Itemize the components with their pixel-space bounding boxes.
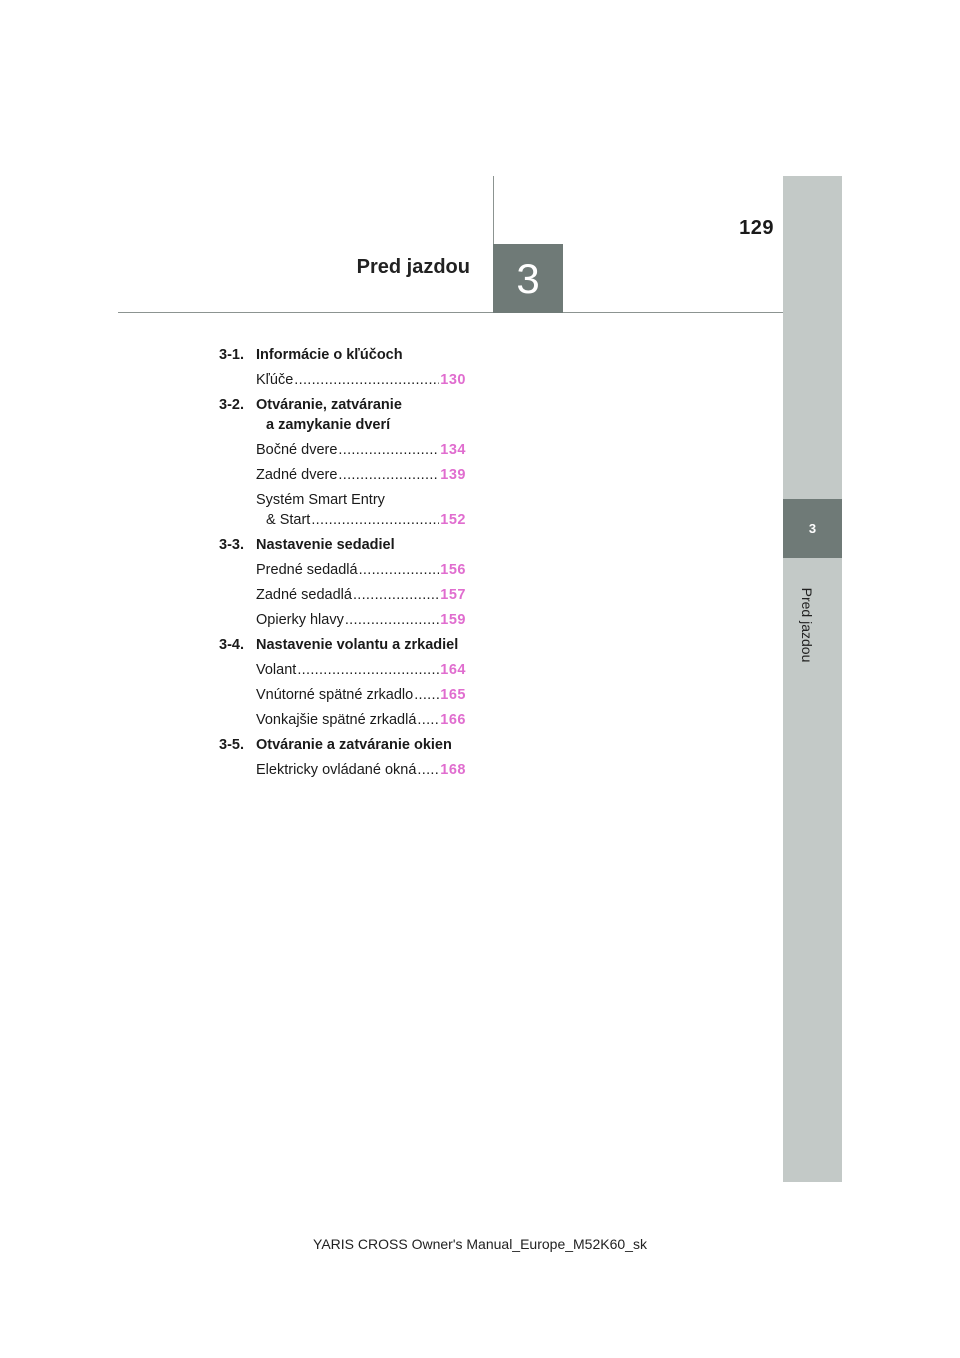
- toc-entry-label: Volant: [256, 662, 297, 678]
- side-tab-number: 3: [808, 521, 817, 536]
- section-number: 3-1.: [219, 347, 244, 363]
- toc-entry[interactable]: [256, 762, 466, 779]
- section-number: 3-3.: [219, 537, 244, 553]
- toc-entry-label: Vonkajšie spätné zrkadlá: [256, 712, 417, 728]
- toc-entry[interactable]: [256, 562, 466, 579]
- toc-entry-label: Bočné dvere: [256, 442, 338, 458]
- toc-entry-page[interactable]: 156: [440, 562, 466, 578]
- toc-entry-page[interactable]: 152: [440, 512, 466, 528]
- toc-entry-page[interactable]: 134: [440, 442, 466, 458]
- leader-dots: [338, 442, 439, 459]
- footer-manual-id: YARIS CROSS Owner's Manual_Europe_M52K60_sk: [313, 1236, 647, 1252]
- chapter-title: Pred jazdou: [356, 256, 470, 278]
- section-number: 3-2.: [219, 397, 244, 413]
- toc-entry[interactable]: [256, 687, 466, 704]
- toc-entry-page[interactable]: 165: [440, 687, 466, 703]
- toc-entry-label: Elektricky ovládané okná: [256, 762, 417, 778]
- page-number: 129: [739, 217, 774, 239]
- toc-entry-label: Opierky hlavy: [256, 612, 344, 628]
- toc-entry-page[interactable]: 130: [440, 372, 466, 388]
- toc-entry-label: Predné sedadlá: [256, 562, 358, 578]
- toc-entry[interactable]: [256, 467, 466, 484]
- chapter-number: 3: [516, 254, 540, 302]
- toc-entry-label: Vnútorné spätné zrkadlo: [256, 687, 414, 703]
- toc-entry-page[interactable]: 159: [440, 612, 466, 628]
- section-title[interactable]: Nastavenie sedadiel: [256, 537, 395, 553]
- side-tab-strip: [783, 176, 842, 1182]
- toc-entry-label-line1: Systém Smart Entry: [256, 492, 385, 508]
- leader-dots: [338, 467, 439, 484]
- toc-entry-page[interactable]: 164: [440, 662, 466, 678]
- leader-dots: [417, 762, 439, 779]
- leader-dots: [294, 372, 439, 389]
- toc-entry[interactable]: [256, 442, 466, 459]
- section-title[interactable]: Informácie o kľúčoch: [256, 347, 403, 363]
- toc-entry-page[interactable]: 157: [440, 587, 466, 603]
- leader-dots: [359, 562, 440, 579]
- toc-entry-page[interactable]: 166: [440, 712, 466, 728]
- leader-dots: [311, 512, 439, 529]
- side-tab-label: Pred jazdou: [799, 587, 815, 663]
- toc-entry[interactable]: [256, 712, 466, 729]
- toc-entry[interactable]: [256, 372, 466, 389]
- section-title[interactable]: Otváranie, zatváranie: [256, 397, 402, 413]
- toc-entry-label: & Start: [266, 512, 311, 528]
- leader-dots: [345, 612, 439, 629]
- toc-entry-page[interactable]: 168: [440, 762, 466, 778]
- toc-entry-page[interactable]: 139: [440, 467, 466, 483]
- leader-dots: [353, 587, 439, 604]
- section-title[interactable]: Nastavenie volantu a zrkadiel: [256, 637, 459, 653]
- leader-dots: [414, 687, 439, 704]
- section-title[interactable]: Otváranie a zatváranie okien: [256, 737, 452, 753]
- header-horizontal-rule: [118, 312, 783, 313]
- section-number: 3-5.: [219, 737, 244, 753]
- leader-dots: [297, 662, 439, 679]
- toc-entry[interactable]: [256, 662, 466, 679]
- leader-dots: [417, 712, 439, 729]
- toc-entry[interactable]: [266, 512, 466, 529]
- toc-entry-label: Kľúče: [256, 372, 294, 388]
- header-vertical-rule: [493, 176, 494, 246]
- toc-entry[interactable]: [256, 612, 466, 629]
- section-number: 3-4.: [219, 637, 244, 653]
- toc-entry[interactable]: [256, 587, 466, 604]
- toc-entry-label: Zadné sedadlá: [256, 587, 352, 603]
- toc-entry-label: Zadné dvere: [256, 467, 338, 483]
- section-title-continued: a zamykanie dverí: [266, 417, 391, 433]
